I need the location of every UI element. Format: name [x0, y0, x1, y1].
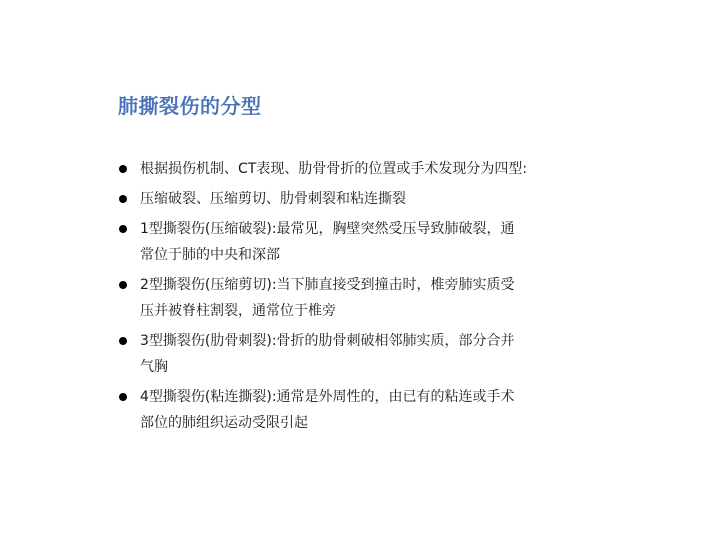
bullet-list: [116, 156, 586, 440]
bullet-item: [116, 328, 586, 380]
bullet-text-continued: 常位于肺的中央和深部: [140, 247, 280, 263]
bullet-item: [116, 216, 586, 268]
bullet-text: 2型撕裂伤(压缩剪切):当下肺直接受到撞击时，椎旁肺实质受: [140, 277, 515, 293]
bullet-dot-icon: [119, 393, 127, 401]
bullet-item: [116, 186, 586, 212]
slide-title: 肺撕裂伤的分型: [118, 94, 262, 118]
bullet-text: 1型撕裂伤(压缩破裂):最常见，胸壁突然受压导致肺破裂，通: [140, 221, 515, 237]
bullet-dot-icon: [119, 337, 127, 345]
bullet-text-continued: 部位的肺组织运动受限引起: [140, 415, 308, 431]
bullet-item: [116, 156, 586, 182]
bullet-dot-icon: [119, 225, 127, 233]
bullet-text-continued: 气胸: [140, 359, 168, 375]
bullet-dot-icon: [119, 165, 127, 173]
bullet-item: [116, 384, 586, 436]
bullet-dot-icon: [119, 281, 127, 289]
bullet-text: 3型撕裂伤(肋骨刺裂):骨折的肋骨刺破相邻肺实质，部分合并: [140, 333, 515, 349]
bullet-dot-icon: [119, 195, 127, 203]
bullet-text: 压缩破裂、压缩剪切、肋骨刺裂和粘连撕裂: [140, 191, 406, 207]
bullet-item: [116, 272, 586, 324]
bullet-text: 根据损伤机制、CT表现、肋骨骨折的位置或手术发现分为四型:: [140, 161, 528, 177]
bullet-text: 4型撕裂伤(粘连撕裂):通常是外周性的，由已有的粘连或手术: [140, 389, 515, 405]
bullet-text-continued: 压并被脊柱割裂，通常位于椎旁: [140, 303, 336, 319]
